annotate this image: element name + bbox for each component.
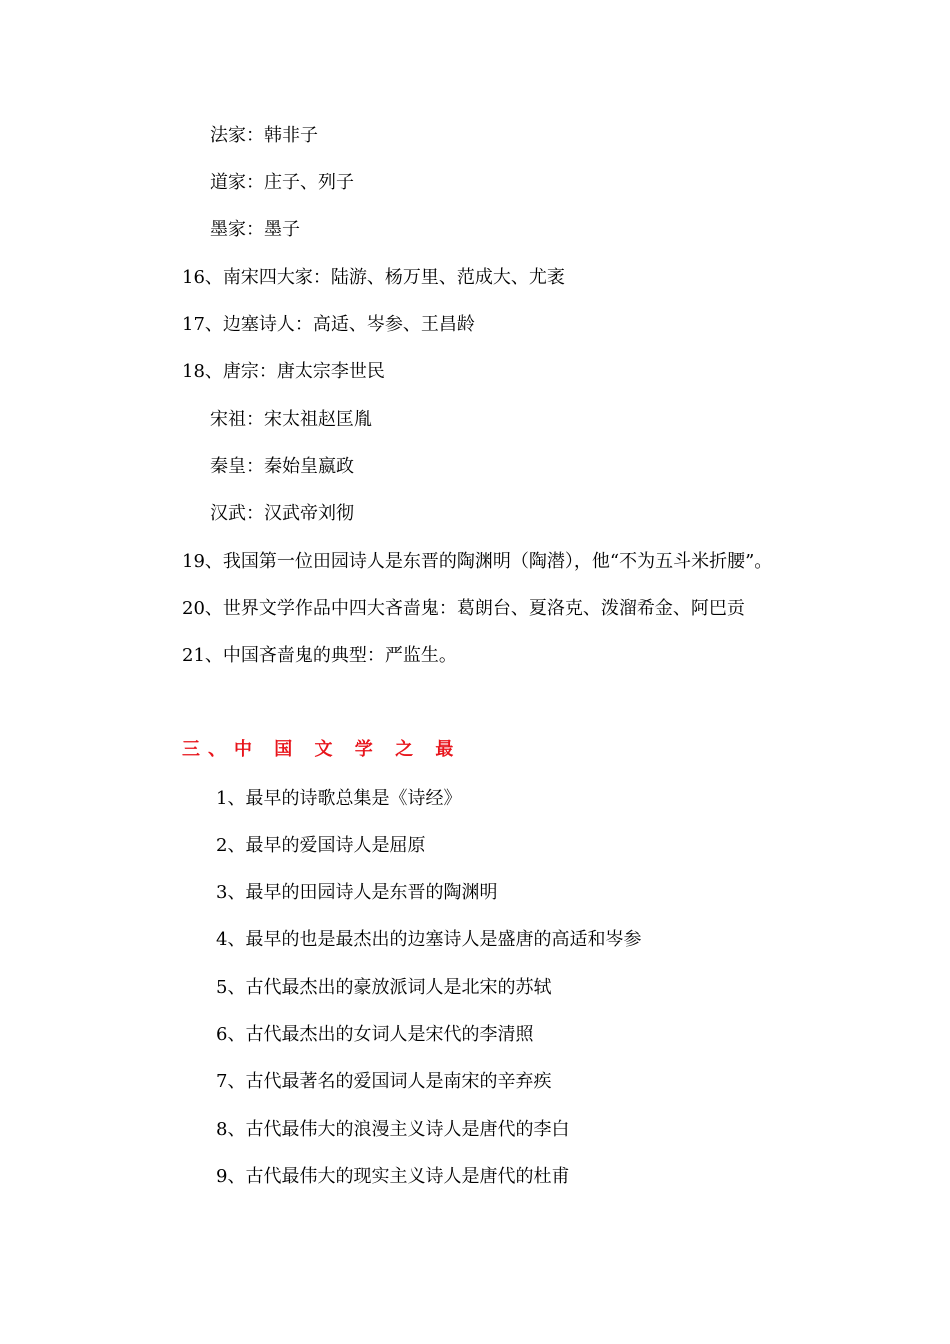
text-line: 16、南宋四大家：陆游、杨万里、范成大、尤袤	[182, 267, 565, 288]
text-line: 汉武：汉武帝刘彻	[210, 503, 354, 524]
list-item: 1、最早的诗歌总集是《诗经》	[216, 788, 462, 809]
text-line: 秦皇：秦始皇嬴政	[210, 456, 354, 477]
list-item: 9、古代最伟大的现实主义诗人是唐代的杜甫	[216, 1166, 570, 1187]
text-line: 宋祖：宋太祖赵匡胤	[210, 409, 372, 430]
text-line: 18、唐宗：唐太宗李世民	[182, 361, 385, 382]
list-item: 4、最早的也是最杰出的边塞诗人是盛唐的高适和岑参	[216, 929, 642, 950]
text-line: 17、边塞诗人：高适、岑参、王昌龄	[182, 314, 475, 335]
text-line: 20、世界文学作品中四大吝啬鬼：葛朗台、夏洛克、泼溜希金、阿巴贡	[182, 598, 745, 619]
section-heading: 三、中 国 文 学 之 最	[182, 739, 462, 760]
text-line: 21、中国吝啬鬼的典型：严监生。	[182, 645, 457, 666]
list-item: 3、最早的田园诗人是东晋的陶渊明	[216, 882, 498, 903]
text-line: 道家：庄子、列子	[210, 172, 354, 193]
list-item: 5、古代最杰出的豪放派词人是北宋的苏轼	[216, 977, 552, 998]
list-item: 2、最早的爱国诗人是屈原	[216, 835, 426, 856]
text-line: 墨家：墨子	[210, 219, 300, 240]
list-item: 8、古代最伟大的浪漫主义诗人是唐代的李白	[216, 1119, 570, 1140]
list-item: 6、古代最杰出的女词人是宋代的李清照	[216, 1024, 534, 1045]
text-line: 19、我国第一位田园诗人是东晋的陶渊明（陶潜），他“不为五斗米折腰”。	[182, 551, 773, 572]
list-item: 7、古代最著名的爱国词人是南宋的辛弃疾	[216, 1071, 552, 1092]
text-line: 法家：韩非子	[210, 125, 318, 146]
